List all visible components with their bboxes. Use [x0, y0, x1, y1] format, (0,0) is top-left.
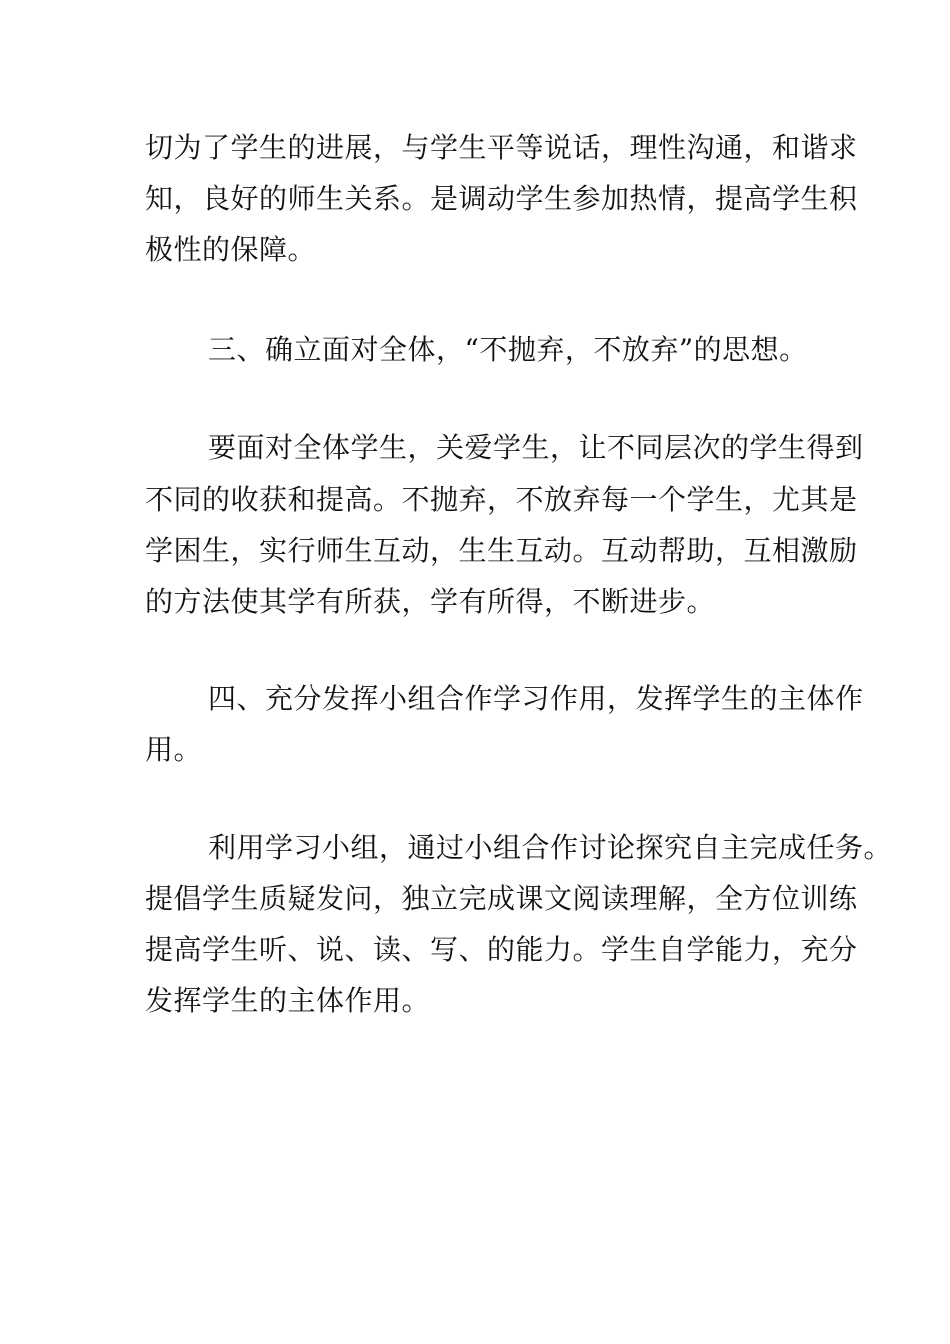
paragraph-line: 极性的保障。 — [145, 233, 317, 266]
section-heading-four-continued: 用。 — [145, 733, 203, 766]
paragraph-line: 提高学生听、说、读、写、的能力。学生自学能力，充分 — [145, 933, 858, 966]
paragraph-line: 的方法使其学有所获，学有所得，不断进步。 — [145, 585, 716, 618]
paragraph-line: 要面对全体学生，关爱学生，让不同层次的学生得到 — [208, 431, 864, 464]
section-heading-three: 三、确立面对全体，“不抛弃，不放弃”的思想。 — [208, 333, 808, 366]
paragraph-line: 提倡学生质疑发问，独立完成课文阅读理解，全方位训练 — [145, 882, 858, 915]
paragraph-line: 利用学习小组，通过小组合作讨论探究自主完成任务。 — [208, 831, 893, 864]
paragraph-line: 学困生，实行师生互动，生生互动。互动帮助，互相激励 — [145, 534, 858, 567]
paragraph-line: 切为了学生的进展，与学生平等说话，理性沟通，和谐求 — [145, 131, 858, 164]
section-heading-four: 四、充分发挥小组合作学习作用，发挥学生的主体作 — [208, 682, 864, 715]
paragraph-line: 不同的收获和提高。不抛弃，不放弃每一个学生，尤其是 — [145, 483, 858, 516]
paragraph-line: 知，良好的师生关系。是调动学生参加热情，提高学生积 — [145, 182, 858, 215]
paragraph-line: 发挥学生的主体作用。 — [145, 984, 431, 1017]
